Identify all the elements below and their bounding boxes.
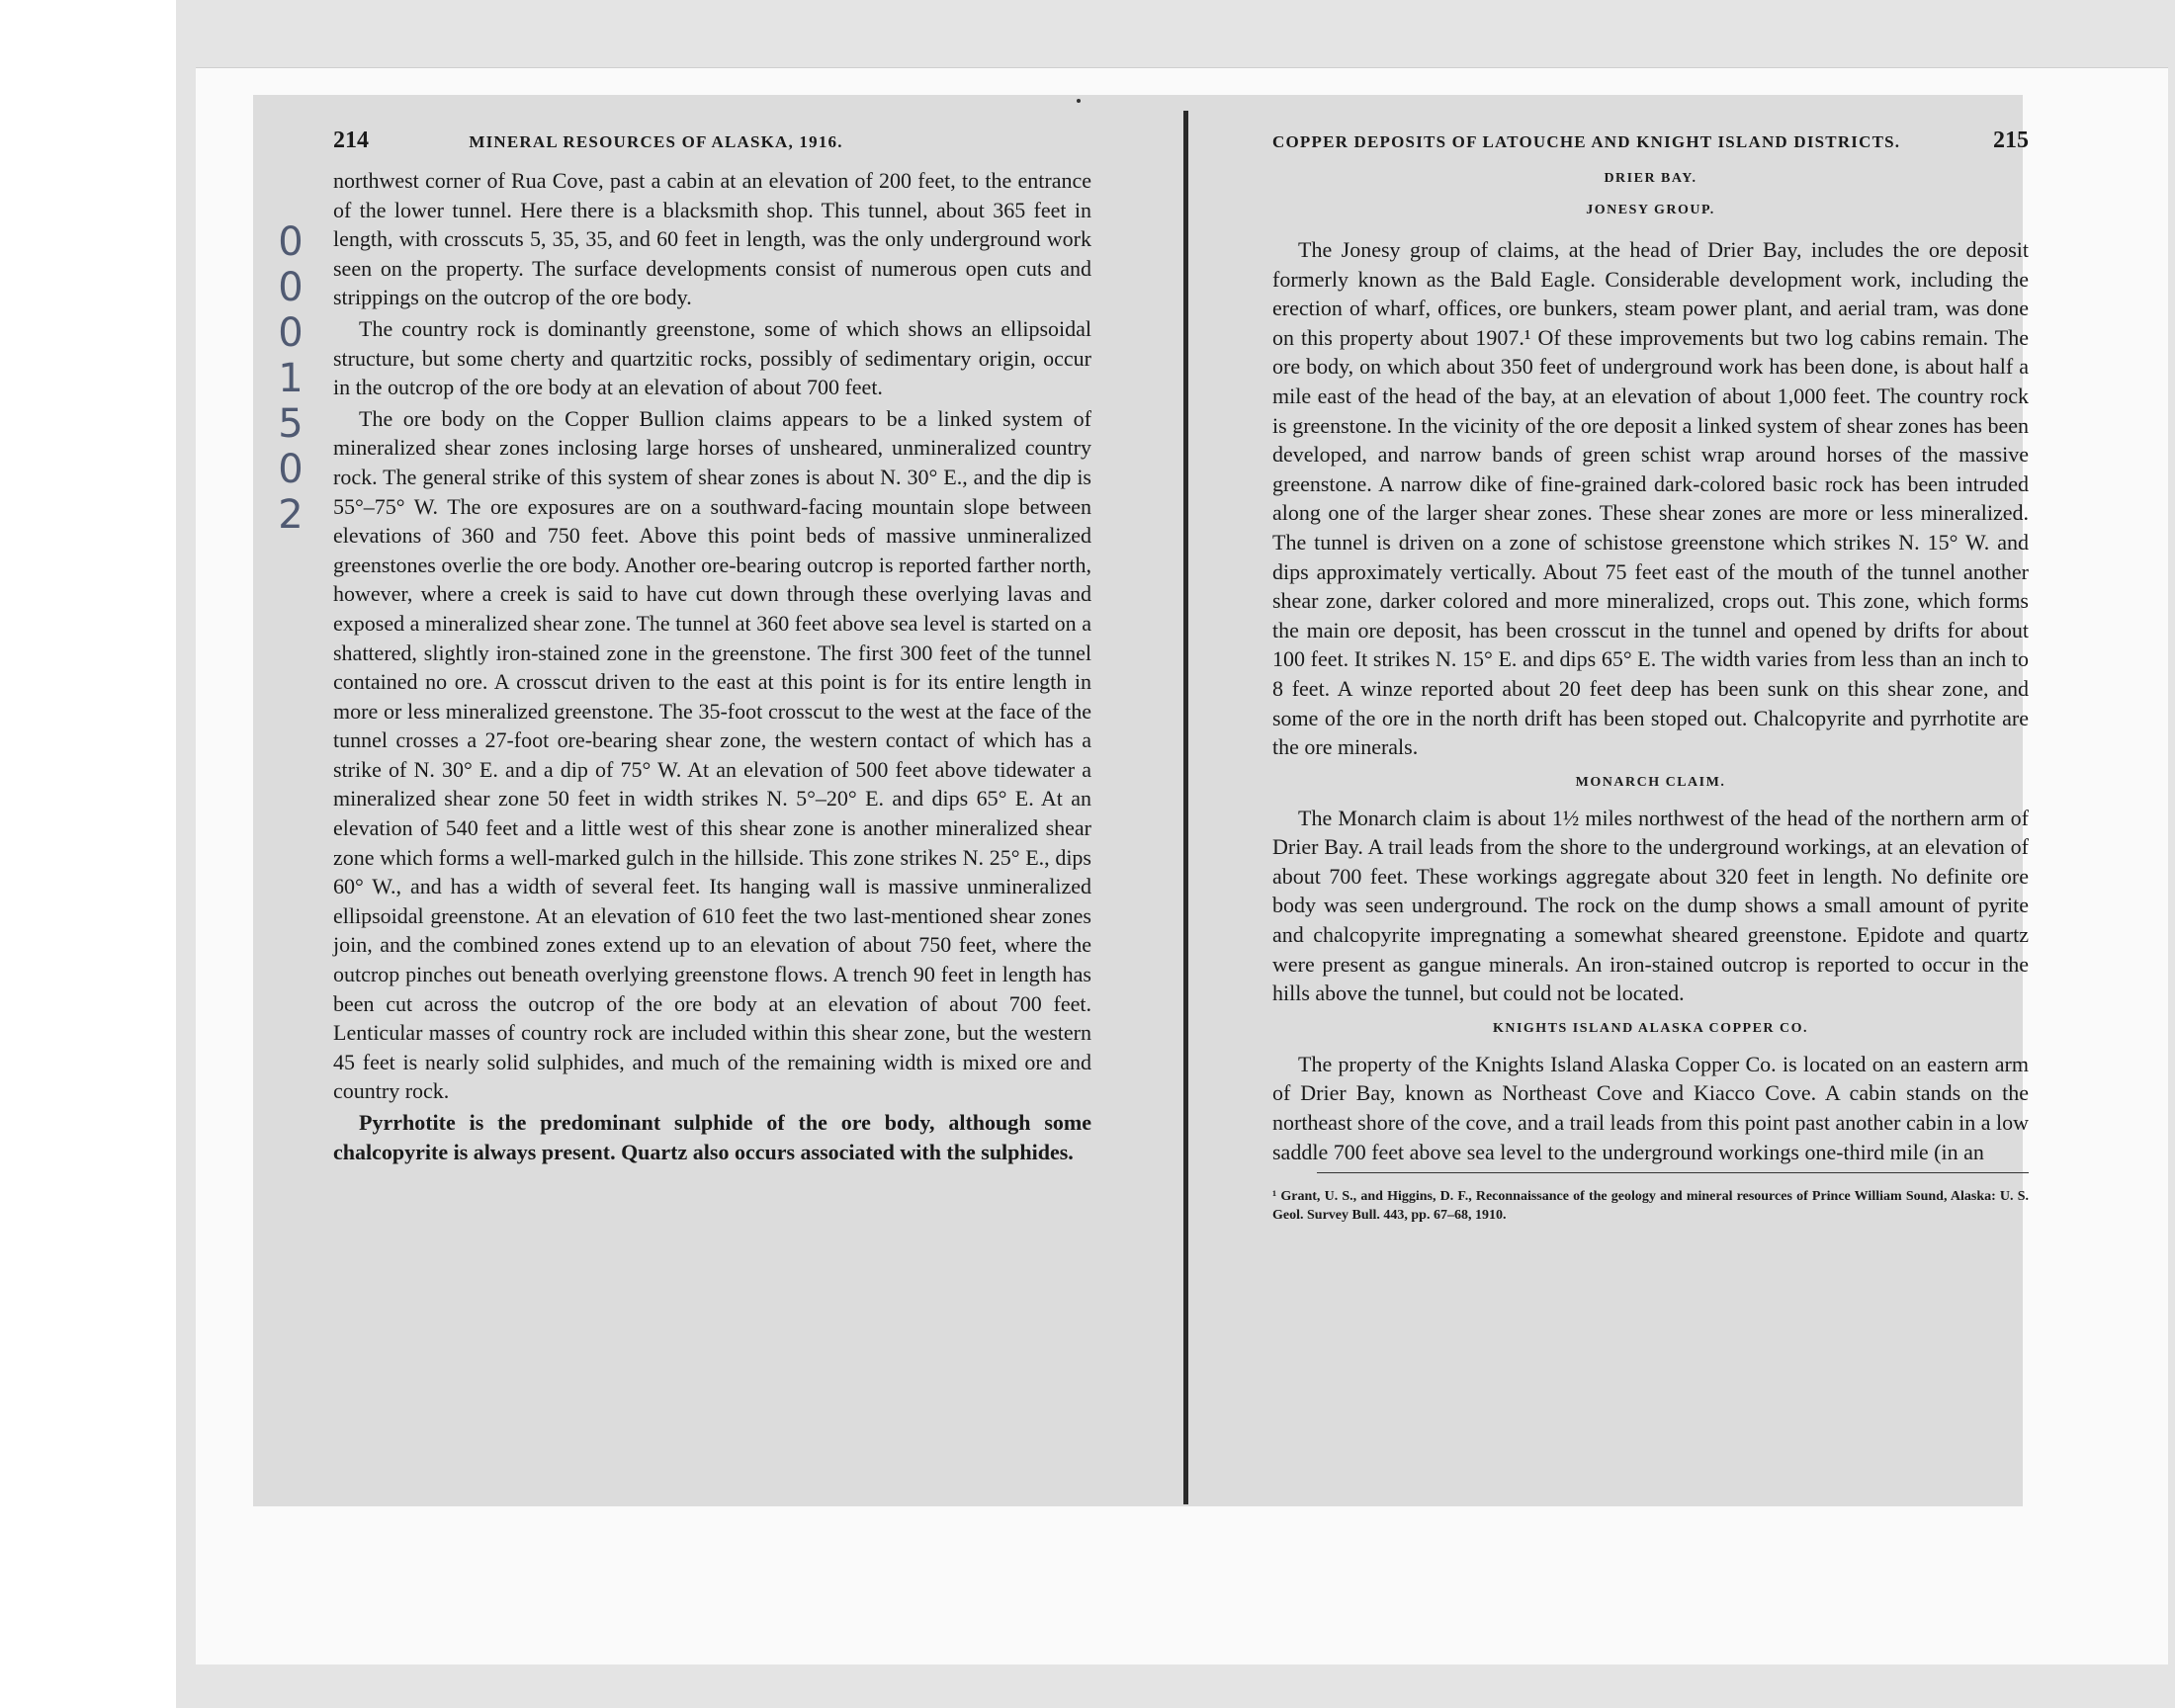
section-heading-jonesy-group: JONESY GROUP. [1586, 203, 1715, 217]
left-paragraph-2: The country rock is dominantly greenstone, some of which shows an ellipsoidal structure, but some cherty and quartzitic rocks, possibly of sedimentary origin, occur in the outcrop of the ore body at an elevation of about 700 feet. [333, 315, 1091, 400]
right-running-title: COPPER DEPOSITS OF LATOUCHE AND KNIGHT ISLAND DISTRICTS. [1272, 132, 1901, 151]
footnote: ¹ Grant, U. S., and Higgins, D. F., Reconnaissance of the geology and mineral resources of Prince William Sound, Alaska: U. S. Geol. Survey Bull. 443, pp. 67–68, 1910. [1272, 1189, 2029, 1224]
serial-digit: 5 [278, 401, 304, 447]
section-heading-knights-island: KNIGHTS ISLAND ALASKA COPPER CO. [1492, 1020, 1809, 1036]
left-paragraph-1: northwest corner of Rua Cove, past a cabin at an elevation of 200 feet, to the entrance of the lower tunnel. Here there is a blacksmith shop. This tunnel, about 365 feet in length, with crosscuts 5, 35, 35, and 60 feet in length, was the only underground work seen on the property. The surface developments consist of numerous open cuts and strippings on the outcrop of the ore body. [333, 168, 1091, 310]
serial-digit: 2 [278, 492, 304, 538]
left-running-title: MINERAL RESOURCES OF ALASKA, 1916. [469, 132, 843, 151]
serial-number [269, 219, 312, 538]
jonesy-paragraph: The Jonesy group of claims, at the head of Drier Bay, includes the ore deposit formerly known as the Bald Eagle. Considerable development work, including the erection of wharf, offices, ore bunkers, steam power plant, and aerial tram, was done on this property about 1907.¹ Of these improvements but two log cabins remain. The ore body, on which about 350 feet of underground work has been done, is about half a mile east of the head of the bay, at an elevation of about 1,000 feet. The country rock is greenstone. In the vicinity of the ore deposit a linked system of shear zones has been developed, and narrow bands of green schist wrap around horses of the massive greenstone. A narrow dike of fine-grained dark-colored basic rock has been intruded along one of the larger shear zones. These shear zones are more or less mineralized. The tunnel is driven on a zone of schistose greenstone which strikes N. 15° W. and dips approximately vertically. About 75 feet east of the mouth of the tunnel another shear zone, darker colored and more mineralized, crops out. This zone, which forms the main ore deposit, has been crosscut in the tunnel and opened by drifts for about 100 feet. It strikes N. 15° E. and dips 65° E. The width varies from less than an inch to 8 feet. A winze reported about 20 feet deep has been sunk on this shear zone, and some of the ore in the north drift has been stoped out. Chalcopyrite and pyrrhotite are the ore minerals. [1272, 237, 2029, 760]
left-page [333, 127, 1091, 1168]
serial-digit: 1 [278, 356, 304, 401]
serial-digit: 0 [278, 310, 304, 356]
monarch-paragraph: The Monarch claim is about 1½ miles northwest of the head of the northern arm of Drier Bay. A trail leads from the shore to the underground workings, at an elevation of about 700 feet. These workings aggregate about 320 feet in length. No definite ore body was seen underground. The rock on the dump shows a small amount of pyrite and chalcopyrite impregnating a somewhat sheared greenstone. Epidote and quartz were present as gangue minerals. An iron-stained outcrop is reported to occur in the hills above the tunnel, but could not be located. [1272, 805, 2029, 1006]
left-paragraph-4: Pyrrhotite is the predominant sulphide of the ore body, although some chalcopyrite is always present. Quartz also occurs associated with the sulphides. [333, 1110, 1091, 1164]
section-heading-drier-bay: DRIER BAY. [1604, 171, 1697, 186]
footnote-rule [1317, 1172, 2029, 1173]
serial-digit: 0 [278, 265, 304, 310]
serial-digit: 0 [278, 447, 304, 492]
right-page-number: 215 [1993, 128, 2029, 153]
left-paragraph-3: The ore body on the Copper Bullion claims appears to be a linked system of mineralized shear zones inclosing large horses of unsheared, unmineralized country rock. The general strike of this system of shear zones is about N. 30° E., and the dip is 55°–75° W. The ore exposures are on a southward-facing mountain slope between elevations of 360 and 750 feet. Above this point beds of massive unmineralized greenstones overlie the ore body. Another ore-bearing outcrop is reported farther north, however, where a creek is said to have cut down through these overlying lavas and exposed a mineralized shear zone. The tunnel at 360 feet above sea level is started on a shattered, slightly iron-stained zone in the greenstone. The first 300 feet of the tunnel contained no ore. A crosscut driven to the east at this point is for its entire length in more or less mineralized greenstone. The 35-foot crosscut to the west at the face of the tunnel crosses a 27-foot ore-bearing shear zone, the western contact of which has a strike of N. 30° E. and a dip of 75° W. At an elevation of 500 feet above tidewater a mineralized shear zone 50 feet in width strikes N. 5°–20° E. and dips 65° E. At an elevation of 540 feet and a little west of this shear zone is another mineralized shear zone which forms a well-marked gulch in the hillside. This zone strikes N. 25° E., dips 60° W., and has a width of several feet. Its hanging wall is massive unmineralized ellipsoidal greenstone. At an elevation of 610 feet the two last-mentioned shear zones join, and the combined zones extend up to an elevation of about 750 feet, where the outcrop pinches out beneath overlying greenstone flows. A trench 90 feet in length has been cut across the outcrop of the ore body at an elevation of about 700 feet. Lenticular masses of country rock are included within this shear zone, but the western 45 feet is nearly solid sulphides, and much of the remaining width is mixed ore and country rock. [333, 405, 1091, 1104]
scan-speck [1077, 99, 1081, 103]
right-page [1272, 127, 2029, 1238]
left-page-number: 214 [333, 128, 369, 153]
left-running-head [333, 127, 1091, 164]
section-heading-monarch-claim: MONARCH CLAIM. [1575, 774, 1726, 790]
serial-digit: 0 [278, 219, 304, 265]
book-gutter [1183, 111, 1188, 1504]
knights-paragraph: The property of the Knights Island Alaska Copper Co. is located on an eastern arm of Drier Bay, known as Northeast Cove and Kiacco Cove. A cabin stands on the northeast shore of the cove, and a trail leads from this point past another cabin in a low saddle 700 feet above sea level to the underground workings one-third mile (in an [1272, 1051, 2029, 1164]
right-running-head [1272, 127, 2029, 164]
